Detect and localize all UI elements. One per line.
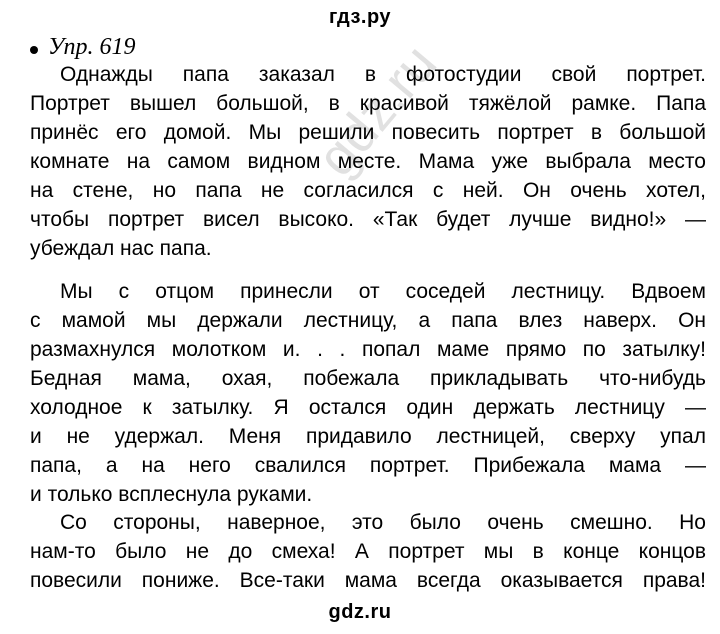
text-line: нам-то было не до смеха! А портрет мы в конце концов (30, 540, 706, 563)
site-header: гдз.ру (328, 6, 392, 28)
text-line: и только всплеснула руками. (30, 483, 313, 506)
text-line: Бедная мама, охая, побежала прикладывать что-нибудь (30, 367, 706, 390)
text-line: Однажды папа заказал в фотостудии свой портрет. (60, 63, 706, 86)
text-line: чтобы портрет висел высоко. «Так будет лучше видно!» — (30, 208, 706, 231)
paragraph-2 (30, 277, 706, 509)
text-line: Мы с отцом принесли от соседей лестницу. Вдвоем (60, 280, 706, 303)
text-line: Портрет вышел большой, в красивой тяжёлой рамке. Папа (30, 92, 706, 115)
text-line: размахнулся молотком и. . . попал маме прямо по затылку! (30, 338, 706, 361)
exercise-heading (30, 34, 135, 61)
paragraph-3 (30, 508, 706, 595)
text-line: на стене, но папа не согласился с ней. Он очень хотел, (30, 179, 706, 202)
text-line: и не удержал. Меня придавило лестницей, сверху упал (30, 425, 706, 448)
text-line: с мамой мы держали лестницу, а папа влез наверх. Он (30, 309, 706, 332)
paragraph-1 (30, 60, 706, 263)
text-line: холодное к затылку. Я остался один держать лестницу — (30, 396, 706, 419)
text-line: принёс его домой. Мы решили повесить портрет в большой (30, 121, 706, 144)
text-line: папа, а на него свалился портрет. Прибежала мама — (30, 454, 706, 477)
text-line: убеждал нас папа. (30, 237, 212, 260)
exercise-title: Упр. 619 (48, 34, 136, 60)
text-line: Со стороны, наверное, это было очень смешно. Но (60, 511, 706, 534)
text-line: комнате на самом видном месте. Мама уже выбрала место (30, 150, 706, 173)
text-line: повесили пониже. Все-таки мама всегда оказывается права! (30, 569, 706, 592)
watermark: gdz.ru (305, 33, 449, 188)
site-footer: gdz.ru (328, 601, 392, 623)
bullet-icon (30, 46, 38, 54)
